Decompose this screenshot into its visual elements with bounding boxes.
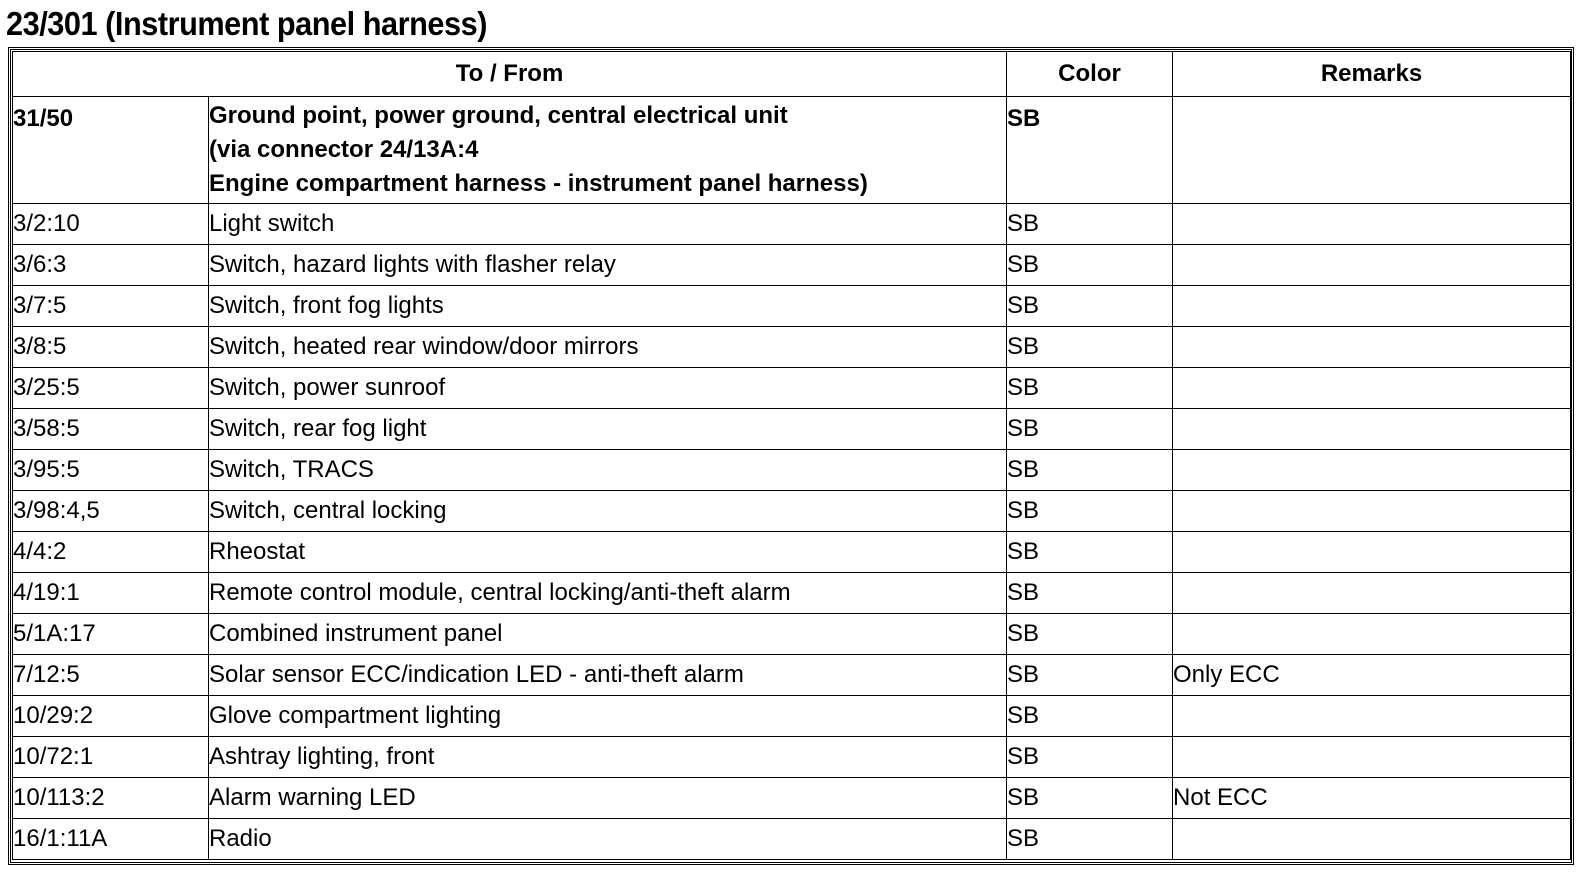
row-description bbox=[209, 97, 1007, 204]
row-color: SB bbox=[1007, 97, 1173, 204]
table-row bbox=[13, 573, 1571, 614]
row-description-line: (via connector 24/13A:4 bbox=[209, 136, 479, 163]
row-color: SB bbox=[1007, 778, 1173, 819]
row-description: Switch, front fog lights bbox=[209, 286, 1007, 327]
row-description: Switch, TRACS bbox=[209, 450, 1007, 491]
row-code: 3/8:5 bbox=[13, 327, 209, 368]
row-remarks bbox=[1173, 737, 1571, 778]
row-remarks bbox=[1173, 614, 1571, 655]
row-description: Ashtray lighting, front bbox=[209, 737, 1007, 778]
row-remarks bbox=[1173, 819, 1571, 860]
table-row bbox=[13, 532, 1571, 573]
row-remarks: Only ECC bbox=[1173, 655, 1571, 696]
row-description: Switch, hazard lights with flasher relay bbox=[209, 245, 1007, 286]
row-remarks bbox=[1173, 97, 1571, 204]
table-row bbox=[13, 696, 1571, 737]
table-row bbox=[13, 450, 1571, 491]
row-remarks bbox=[1173, 368, 1571, 409]
row-remarks bbox=[1173, 696, 1571, 737]
header-to-from: To / From bbox=[13, 52, 1007, 97]
row-color: SB bbox=[1007, 368, 1173, 409]
row-code: 3/58:5 bbox=[13, 409, 209, 450]
header-remarks: Remarks bbox=[1173, 52, 1571, 97]
row-description: Switch, rear fog light bbox=[209, 409, 1007, 450]
row-color: SB bbox=[1007, 409, 1173, 450]
row-remarks bbox=[1173, 409, 1571, 450]
row-remarks bbox=[1173, 286, 1571, 327]
row-code: 5/1A:17 bbox=[13, 614, 209, 655]
row-description: Glove compartment lighting bbox=[209, 696, 1007, 737]
table-row bbox=[13, 778, 1571, 819]
row-remarks bbox=[1173, 532, 1571, 573]
row-code: 3/7:5 bbox=[13, 286, 209, 327]
row-color: SB bbox=[1007, 737, 1173, 778]
harness-table bbox=[12, 51, 1571, 860]
row-code: 4/19:1 bbox=[13, 573, 209, 614]
row-remarks: Not ECC bbox=[1173, 778, 1571, 819]
row-code: 16/1:11A bbox=[13, 819, 209, 860]
row-description: Switch, power sunroof bbox=[209, 368, 1007, 409]
row-description-line: Engine compartment harness - instrument panel harness) bbox=[209, 170, 868, 197]
row-description: Switch, heated rear window/door mirrors bbox=[209, 327, 1007, 368]
row-code: 3/2:10 bbox=[13, 204, 209, 245]
row-description: Light switch bbox=[209, 204, 1007, 245]
row-code: 10/113:2 bbox=[13, 778, 209, 819]
row-description: Switch, central locking bbox=[209, 491, 1007, 532]
row-code: 3/95:5 bbox=[13, 450, 209, 491]
table-header-row bbox=[13, 52, 1571, 97]
table-row bbox=[13, 368, 1571, 409]
row-code: 7/12:5 bbox=[13, 655, 209, 696]
row-remarks bbox=[1173, 327, 1571, 368]
row-color: SB bbox=[1007, 573, 1173, 614]
row-color: SB bbox=[1007, 819, 1173, 860]
header-color: Color bbox=[1007, 52, 1173, 97]
row-color: SB bbox=[1007, 491, 1173, 532]
table-row bbox=[13, 204, 1571, 245]
row-color: SB bbox=[1007, 245, 1173, 286]
row-color: SB bbox=[1007, 614, 1173, 655]
table-row bbox=[13, 97, 1571, 204]
row-remarks bbox=[1173, 491, 1571, 532]
row-remarks bbox=[1173, 245, 1571, 286]
row-code: 3/98:4,5 bbox=[13, 491, 209, 532]
row-remarks bbox=[1173, 573, 1571, 614]
table-row bbox=[13, 655, 1571, 696]
page-title: 23/301 (Instrument panel harness) bbox=[6, 5, 487, 42]
row-color: SB bbox=[1007, 204, 1173, 245]
table-row bbox=[13, 614, 1571, 655]
row-description: Remote control module, central locking/anti-theft alarm bbox=[209, 573, 1007, 614]
row-code: 10/72:1 bbox=[13, 737, 209, 778]
row-remarks bbox=[1173, 450, 1571, 491]
row-description: Alarm warning LED bbox=[209, 778, 1007, 819]
row-color: SB bbox=[1007, 327, 1173, 368]
row-color: SB bbox=[1007, 286, 1173, 327]
table-row bbox=[13, 409, 1571, 450]
row-code: 3/25:5 bbox=[13, 368, 209, 409]
row-color: SB bbox=[1007, 696, 1173, 737]
table-row bbox=[13, 819, 1571, 860]
row-code: 4/4:2 bbox=[13, 532, 209, 573]
table-row bbox=[13, 737, 1571, 778]
table-row bbox=[13, 245, 1571, 286]
table-row bbox=[13, 491, 1571, 532]
row-description: Radio bbox=[209, 819, 1007, 860]
row-color: SB bbox=[1007, 532, 1173, 573]
table-row bbox=[13, 327, 1571, 368]
row-description: Solar sensor ECC/indication LED - anti-theft alarm bbox=[209, 655, 1007, 696]
table-row bbox=[13, 286, 1571, 327]
row-color: SB bbox=[1007, 655, 1173, 696]
row-description: Rheostat bbox=[209, 532, 1007, 573]
row-code: 31/50 bbox=[13, 97, 209, 204]
row-remarks bbox=[1173, 204, 1571, 245]
row-code: 10/29:2 bbox=[13, 696, 209, 737]
row-color: SB bbox=[1007, 450, 1173, 491]
row-code: 3/6:3 bbox=[13, 245, 209, 286]
row-description-line: Ground point, power ground, central electrical unit bbox=[209, 102, 788, 129]
row-description: Combined instrument panel bbox=[209, 614, 1007, 655]
